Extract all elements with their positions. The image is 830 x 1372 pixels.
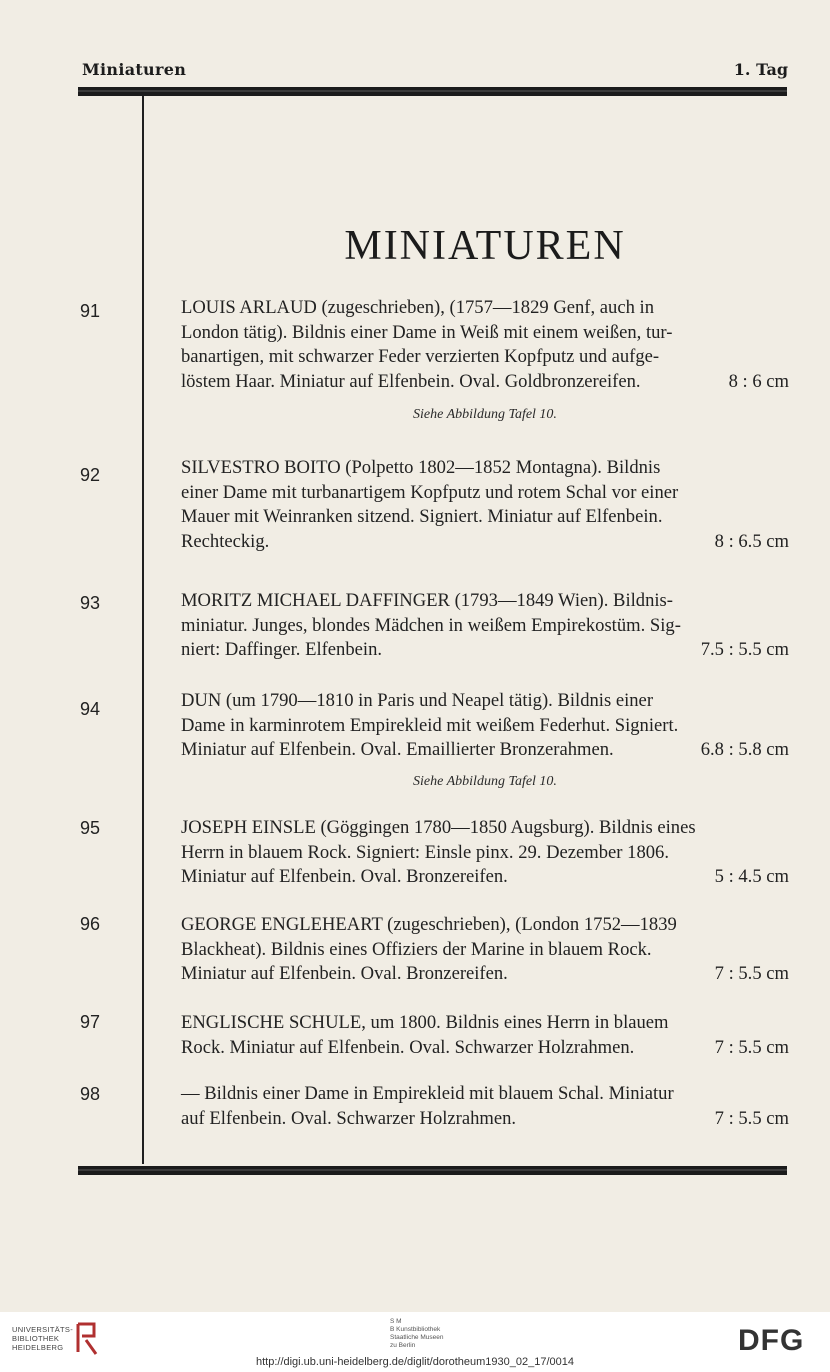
entry-line: DUN (um 1790—1810 in Paris und Neapel tätig). Bildnis einer <box>181 690 654 711</box>
lot-number: 91 <box>79 301 101 321</box>
dimensions: 7 : 5.5 cm <box>714 1107 789 1129</box>
running-head-day: 1. Tag <box>733 60 788 79</box>
lot-entry <box>181 589 789 663</box>
entry-line: London tätig). Bildnis einer Dame in Weiß mit einem weißen, tur- <box>181 321 673 343</box>
entry-line: JOSEPH EINSLE (Göggingen 1780—1850 Augsburg). Bildnis eines <box>181 817 696 838</box>
running-head-section: Miniaturen <box>82 60 187 79</box>
dimensions: 7 : 5.5 cm <box>714 1036 789 1058</box>
dimensions: 8 : 6 cm <box>728 370 789 392</box>
entry-line: SILVESTRO BOITO (Polpetto 1802—1852 Montagna). Bildnis <box>181 457 661 478</box>
entry-text: Rechteckig. <box>181 530 270 552</box>
entry-line: banartigen, mit schwarzer Feder verzierten Kopfputz und aufge- <box>181 346 660 367</box>
entry-line: GEORGE ENGLEHEART (zugeschrieben), (London 1752—1839 <box>181 914 677 935</box>
lot-number: 94 <box>79 699 101 719</box>
entry-text: niert: Daffinger. Elfenbein. <box>181 639 383 660</box>
entry-last-line <box>181 370 789 395</box>
dimensions: 8 : 6.5 cm <box>714 530 789 552</box>
lot-entry <box>181 296 789 394</box>
page-title: MINIATUREN <box>344 223 626 269</box>
dimensions: 7 : 5.5 cm <box>714 963 789 984</box>
entry-line: Herrn in blauem Rock. Signiert: Einsle pinx. 29. Dezember 1806. <box>181 841 669 863</box>
top-rule <box>78 87 787 96</box>
illustration-note: Siehe Abbildung Tafel 10. <box>413 774 557 789</box>
entry-line: einer Dame mit turbanartigem Kopfputz und rotem Schal vor einer <box>181 481 679 503</box>
entry-line: Mauer mit Weinranken sitzend. Signiert. Miniatur auf Elfenbein. <box>181 506 663 527</box>
lot-number: 95 <box>79 818 101 838</box>
entry-line: Blackheat). Bildnis eines Offiziers der Marine in blauem Rock. <box>181 938 652 960</box>
dimensions: 7.5 : 5.5 cm <box>700 639 789 660</box>
lot-entry <box>181 1082 789 1131</box>
entry-line: — Bildnis einer Dame in Empirekleid mit blauem Schal. Miniatur <box>181 1083 674 1104</box>
entry-text: Miniatur auf Elfenbein. Oval. Bronzereifen. <box>181 963 508 984</box>
number-column-rule <box>142 96 144 1164</box>
lot-number: 97 <box>79 1012 101 1032</box>
entry-line: LOUIS ARLAUD (zugeschrieben), (1757—1829 Genf, auch in <box>181 297 654 318</box>
entry-last-line <box>181 638 789 663</box>
entry-text: auf Elfenbein. Oval. Schwarzer Holzrahmen. <box>181 1107 517 1129</box>
entry-text: Miniatur auf Elfenbein. Oval. Emaillierter Bronzerahmen. <box>181 739 614 760</box>
entry-text: Rock. Miniatur auf Elfenbein. Oval. Schwarzer Holzrahmen. <box>181 1036 635 1058</box>
lot-number: 93 <box>79 593 101 613</box>
lot-entry <box>181 1011 789 1060</box>
entry-last-line <box>181 962 789 987</box>
bottom-rule <box>78 1166 787 1175</box>
entry-line: MORITZ MICHAEL DAFFINGER (1793—1849 Wien). Bildnis- <box>181 590 673 611</box>
dfg-logo: DFG <box>738 1324 805 1357</box>
lot-number: 98 <box>79 1084 101 1104</box>
lot-entry <box>181 456 789 554</box>
entry-last-line <box>181 1036 789 1061</box>
entry-text: Miniatur auf Elfenbein. Oval. Bronzereifen. <box>181 866 508 887</box>
illustration-note: Siehe Abbildung Tafel 10. <box>413 407 557 422</box>
library-stamp: S M B Kunstbibliothek Staatliche Museen zu Berlin <box>390 1318 444 1349</box>
entry-last-line <box>181 865 789 890</box>
entry-line: miniatur. Junges, blondes Mädchen in weißem Empirekostüm. Sig- <box>181 614 681 636</box>
lot-entry <box>181 913 789 987</box>
entry-last-line <box>181 738 789 763</box>
entry-text: löstem Haar. Miniatur auf Elfenbein. Oval. Goldbronzereifen. <box>181 370 641 392</box>
entry-line: Dame in karminrotem Empirekleid mit weißem Federhut. Signiert. <box>181 714 679 736</box>
dimensions: 5 : 4.5 cm <box>714 866 789 887</box>
university-name: UNIVERSITÄTS- BIBLIOTHEK HEIDELBERG <box>12 1325 73 1352</box>
lot-number: 92 <box>79 465 101 485</box>
dimensions: 6.8 : 5.8 cm <box>700 739 789 760</box>
entry-line: ENGLISCHE SCHULE, um 1800. Bildnis eines Herrn in blauem <box>181 1012 669 1033</box>
source-url[interactable]: http://digi.ub.uni-heidelberg.de/diglit/dorotheum1930_02_17/0014 <box>255 1356 575 1368</box>
university-logo-icon <box>74 1322 100 1356</box>
lot-number: 96 <box>79 914 101 934</box>
entry-last-line <box>181 1107 789 1132</box>
lot-entry <box>181 689 789 763</box>
entry-last-line <box>181 530 789 555</box>
lot-entry <box>181 816 789 890</box>
